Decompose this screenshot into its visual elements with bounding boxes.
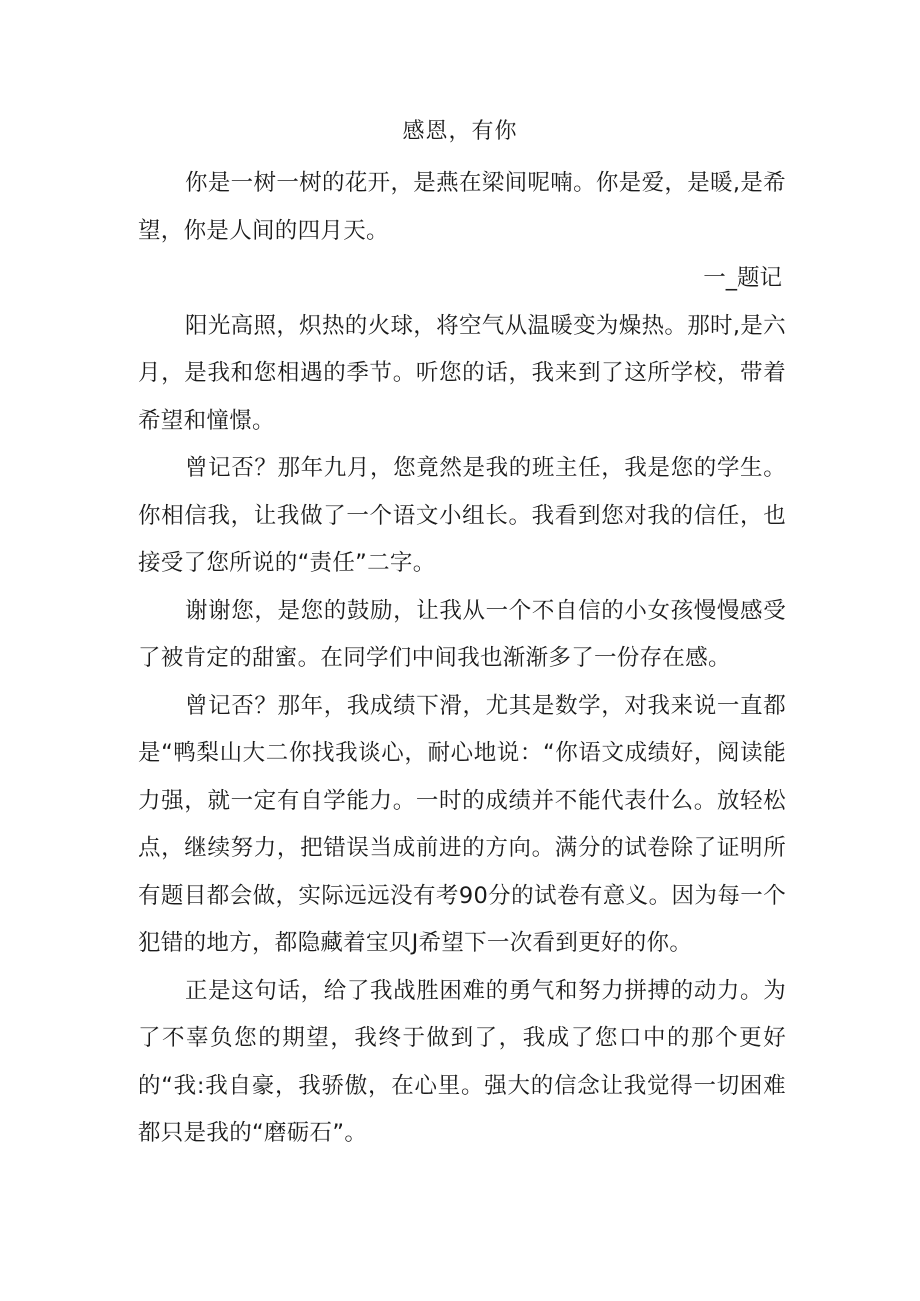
epigraph-source: 一_题记	[703, 265, 782, 291]
document-title: 感恩，有你	[402, 119, 518, 144]
paragraph: 正是这句话，给了我战胜困难的勇气和努力拼搏的动力。为了不辜负您的期望，我终于做到了，我成了您口中的那个更好的“我:我自豪，我骄傲，在心里。强大的信念让我觉得一切困难都只是我的“磨砺石”。	[138, 977, 786, 1146]
paragraph: 阳光高照，炽热的火球，将空气从温暖变为燥热。那时,是六月，是我和您相遇的季节。听您的话，我来到了这所学校，带着希望和憧憬。	[138, 312, 786, 434]
paragraph: 曾记否？那年九月，您竟然是我的班主任，我是您的学生。你相信我，让我做了一个语文小组长。我看到您对我的信任，也接受了您所说的“责任”二字。	[138, 455, 786, 576]
document-body	[138, 160, 786, 1158]
epigraph: 你是一树一树的花开，是燕在梁间呢喃。你是爱，是暖,是希望，你是人间的四月天。	[138, 170, 786, 244]
paragraph: 谢谢您，是您的鼓励，让我从一个不自信的小女孩慢慢感受了被肯定的甜蜜。在同学们中间我也渐渐多了一份存在感。	[138, 597, 786, 671]
paragraph: 曾记否？那年，我成绩下滑，尤其是数学，对我来说一直都是“鸭梨山大二你找我谈心，耐心地说：“你语文成绩好，阅读能力强，就一定有自学能力。一时的成绩并不能代表什么。放轻松点，继续努力，把错误当成前进的方向。满分的试卷除了证明所有题目都会做，实际远远没有考90分的试卷有意义。因为每一个犯错的地方，都隐藏着宝贝J希望下一次看到更好的你。	[138, 692, 786, 956]
